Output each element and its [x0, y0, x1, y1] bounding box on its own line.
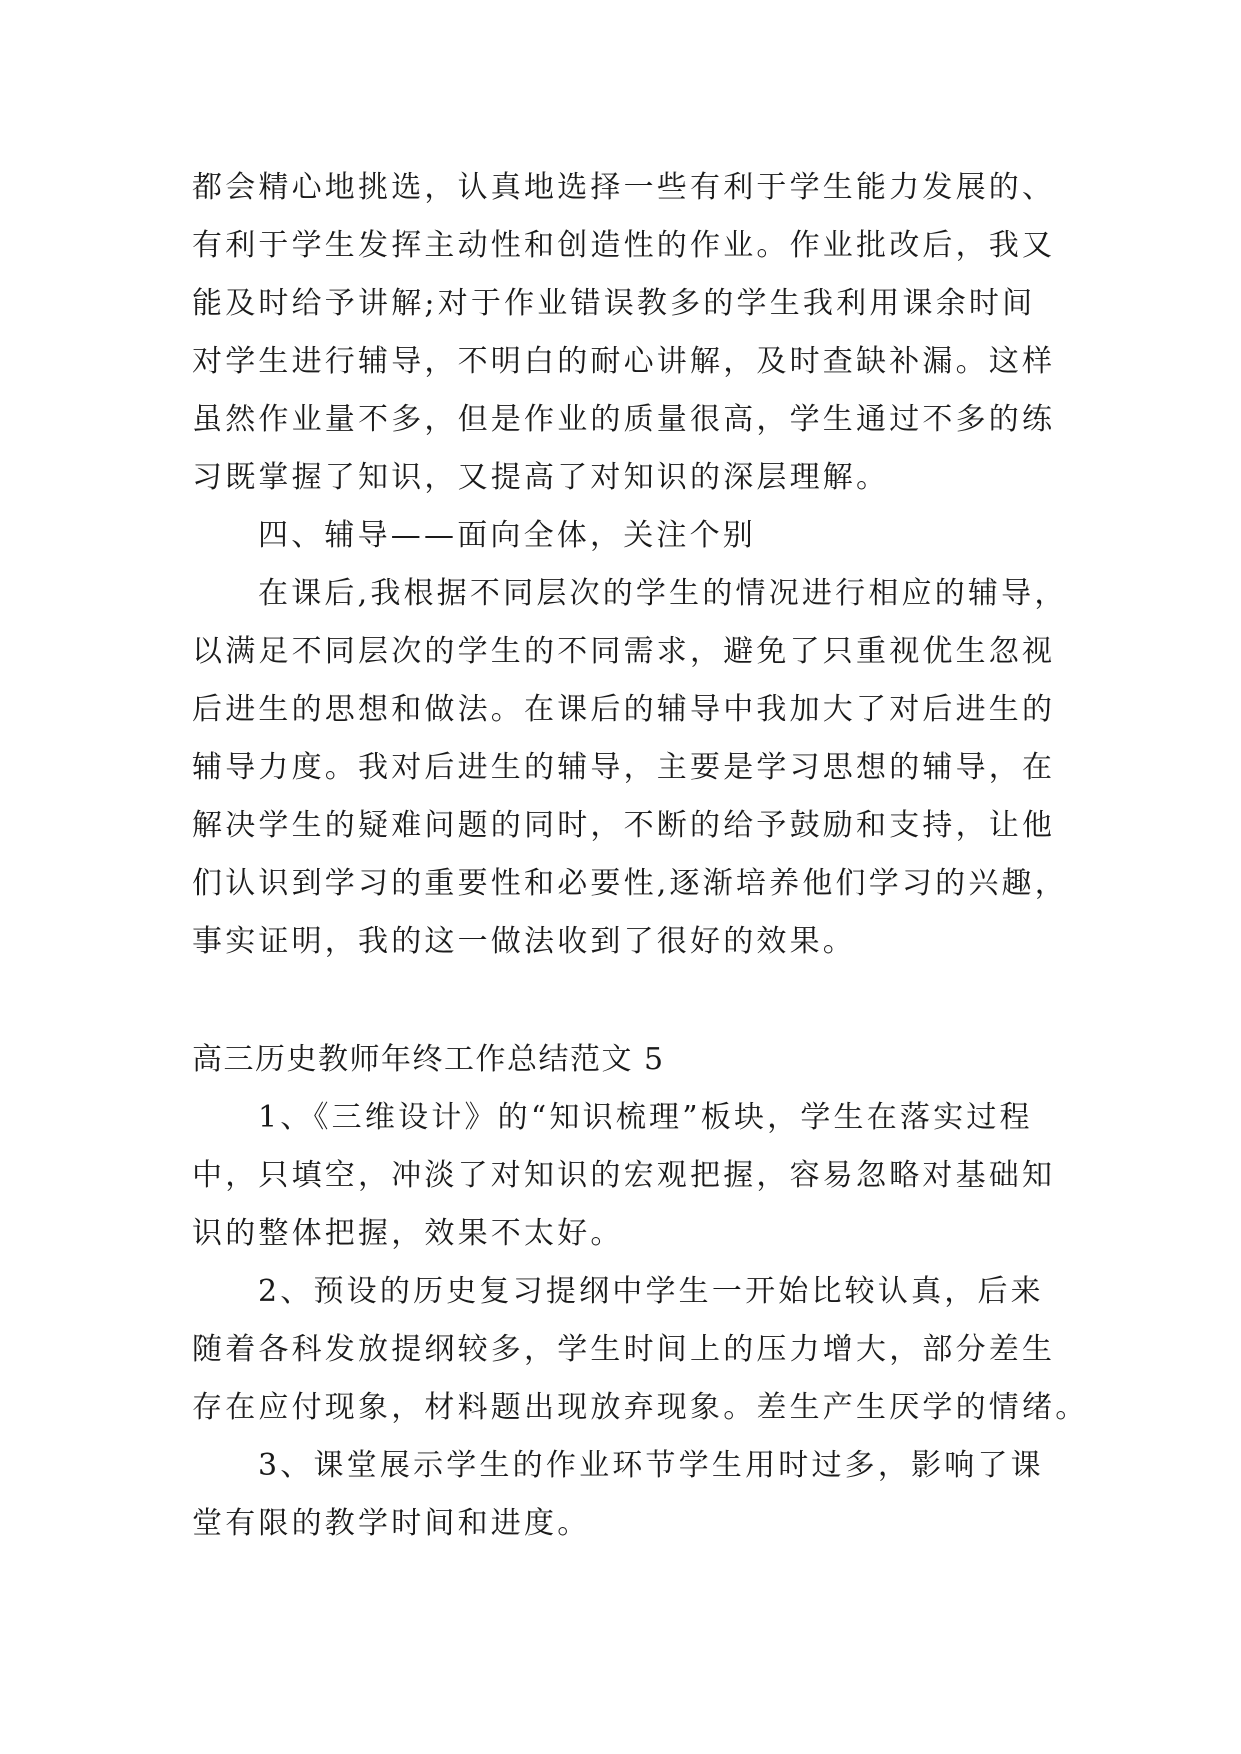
list-item-line: 堂有限的教学时间和进度。	[192, 1506, 591, 1541]
list-item-line: 存在应付现象，材料题出现放弃现象。差生产生厌学的情绪。	[192, 1390, 1089, 1425]
list-item-line: 3、课堂展示学生的作业环节学生用时过多，影响了课	[258, 1448, 1044, 1483]
paragraph-line: 在课后,我根据不同层次的学生的情况进行相应的辅导，	[258, 576, 1068, 611]
paragraph-line: 解决学生的疑难问题的同时，不断的给予鼓励和支持，让他	[192, 808, 1056, 843]
list-item-line: 2、预设的历史复习提纲中学生一开始比较认真，后来	[258, 1274, 1044, 1309]
section-heading: 四、辅导——面向全体，关注个别	[258, 518, 756, 553]
article-title: 高三历史教师年终工作总结范文 5	[192, 1042, 665, 1077]
paragraph-line: 以满足不同层次的学生的不同需求，避免了只重视优生忽视	[192, 634, 1056, 669]
paragraph-line: 虽然作业量不多，但是作业的质量很高，学生通过不多的练	[192, 402, 1056, 437]
list-item-line: 中，只填空，冲淡了对知识的宏观把握，容易忽略对基础知	[192, 1158, 1056, 1193]
paragraph-line: 习既掌握了知识，又提高了对知识的深层理解。	[192, 460, 890, 495]
paragraph-line: 有利于学生发挥主动性和创造性的作业。作业批改后，我又	[192, 228, 1056, 263]
paragraph-line: 们认识到学习的重要性和必要性,逐渐培养他们学习的兴趣，	[192, 866, 1068, 901]
paragraph-line: 都会精心地挑选，认真地选择一些有利于学生能力发展的、	[192, 170, 1056, 205]
paragraph-line: 后进生的思想和做法。在课后的辅导中我加大了对后进生的	[192, 692, 1056, 727]
paragraph-line: 辅导力度。我对后进生的辅导，主要是学习思想的辅导，在	[192, 750, 1056, 785]
list-item-line: 1、《三维设计》的“知识梳理”板块，学生在落实过程	[258, 1100, 1033, 1135]
list-item-line: 识的整体把握，效果不太好。	[192, 1216, 624, 1251]
paragraph-line: 能及时给予讲解;对于作业错误教多的学生我利用课余时间	[192, 286, 1036, 321]
paragraph-line: 事实证明，我的这一做法收到了很好的效果。	[192, 924, 856, 959]
list-item-line: 随着各科发放提纲较多，学生时间上的压力增大，部分差生	[192, 1332, 1056, 1367]
paragraph-line: 对学生进行辅导，不明白的耐心讲解，及时查缺补漏。这样	[192, 344, 1056, 379]
